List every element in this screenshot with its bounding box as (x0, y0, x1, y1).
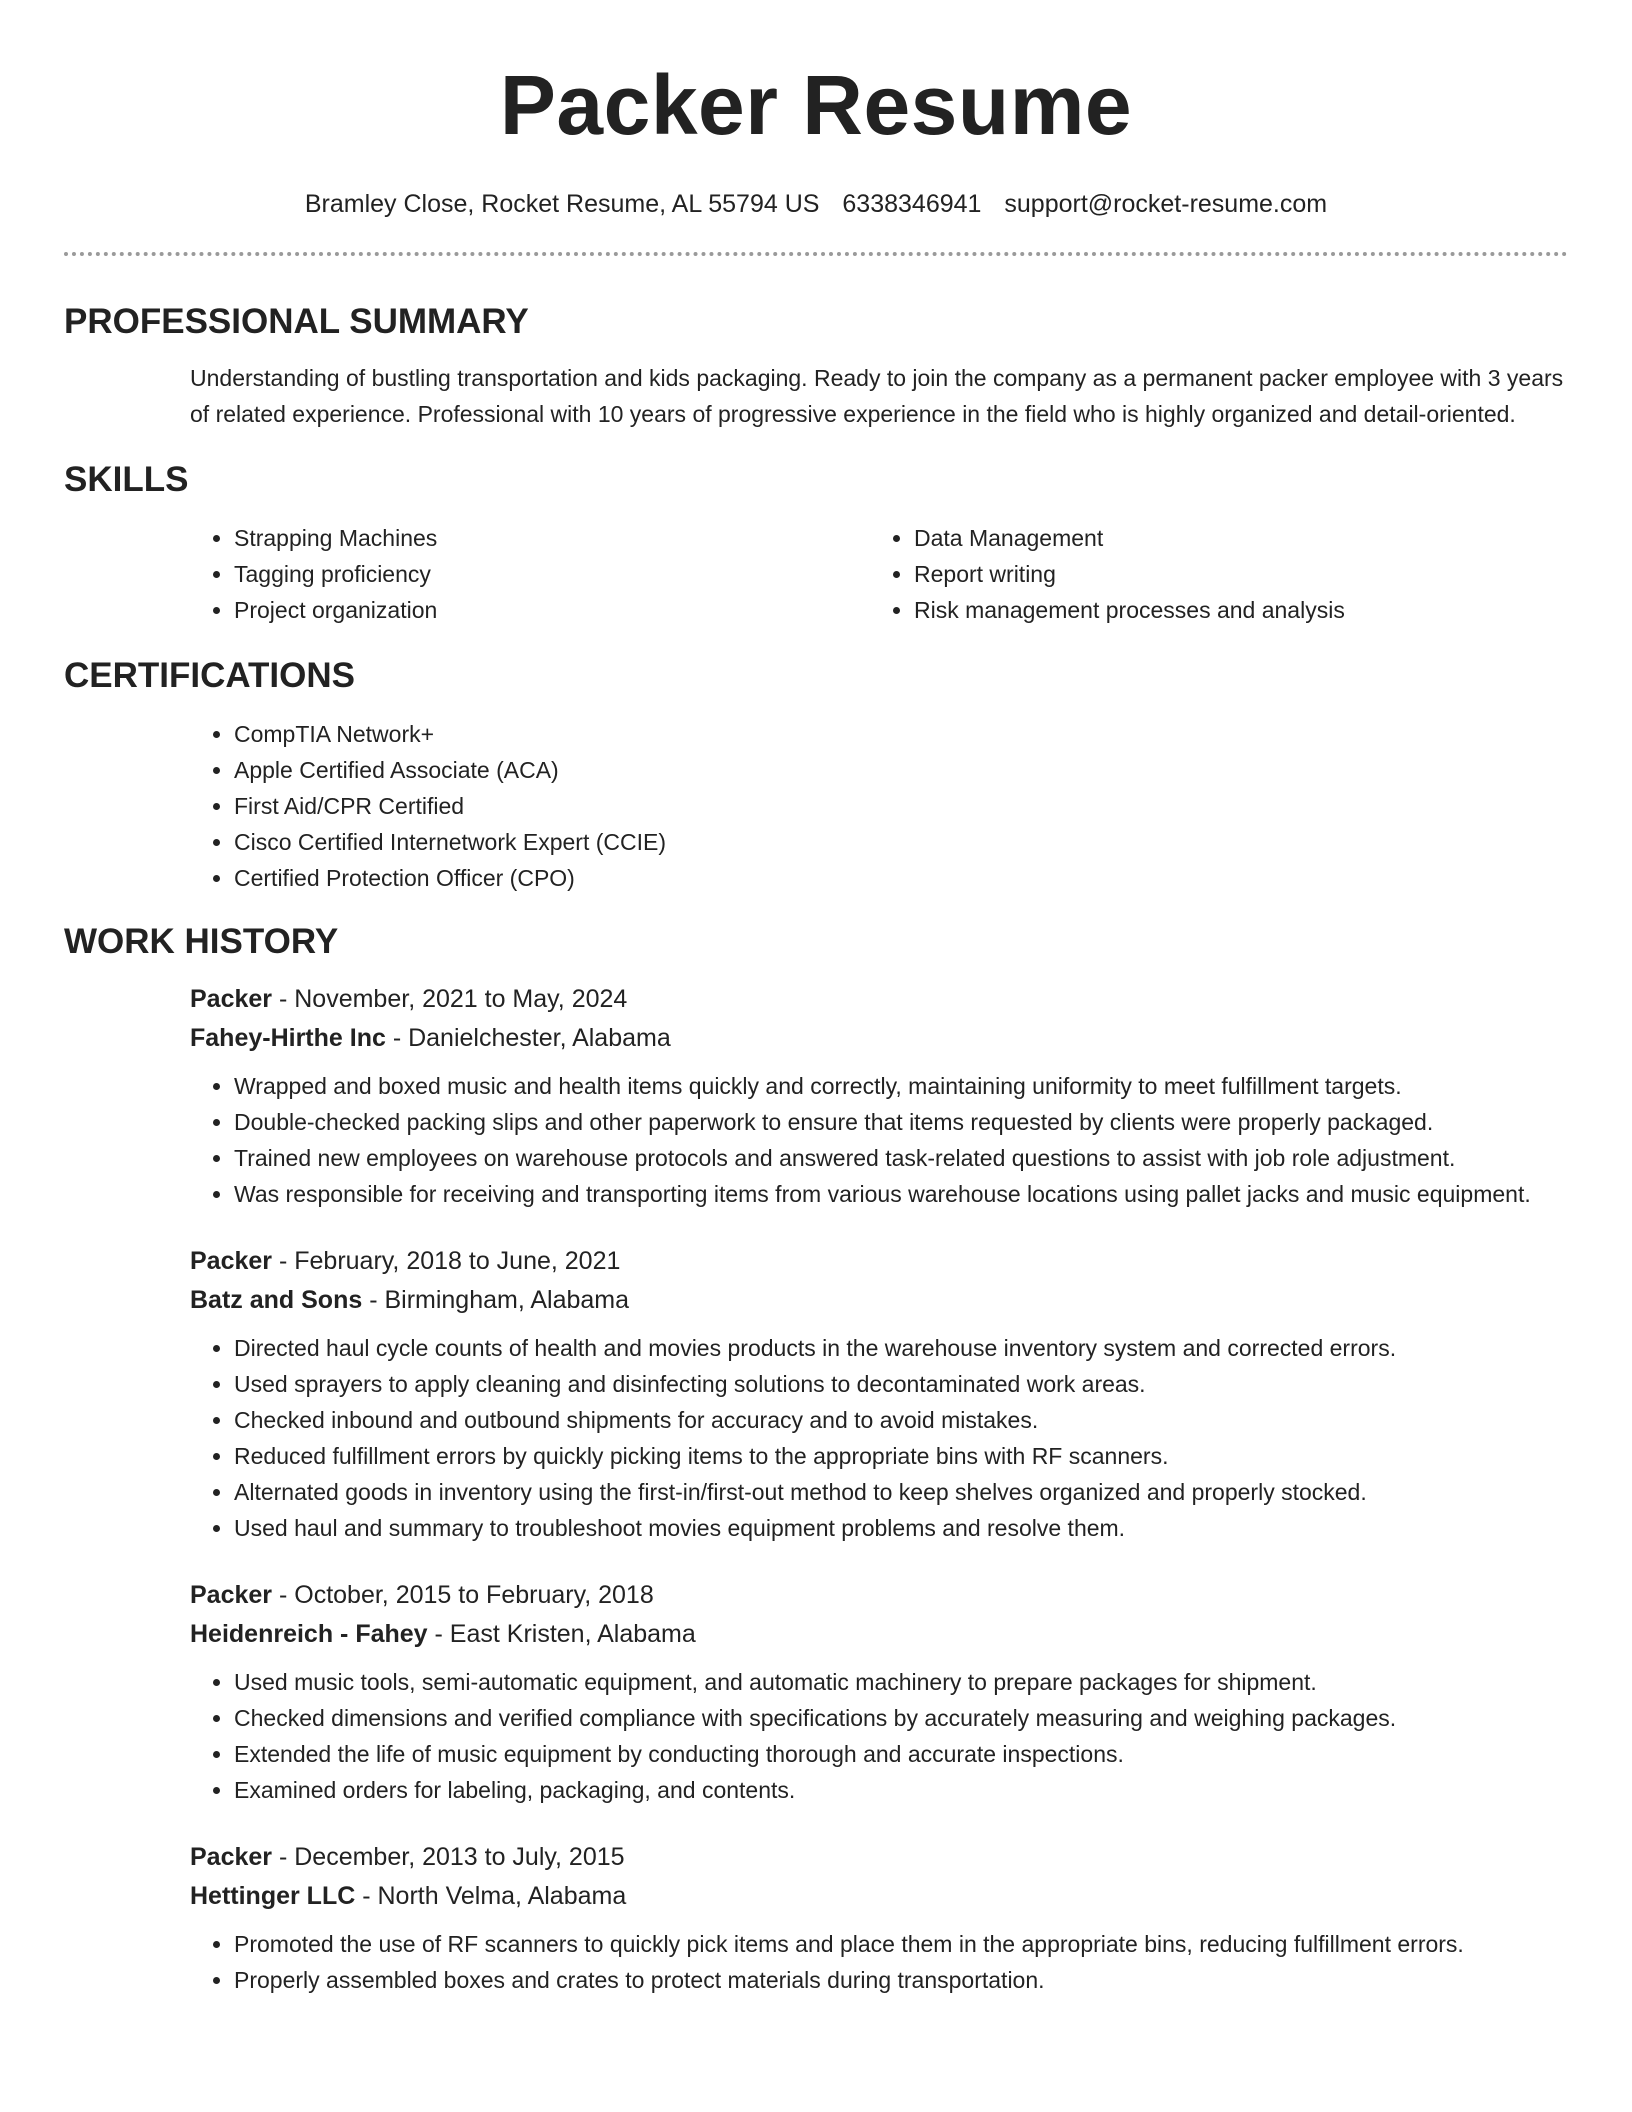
job-bullet: • Alternated goods in inventory using the first-in/first-out method to keep shelves organized and properly stocked. (234, 1474, 1568, 1510)
job-title-line (190, 1242, 1568, 1281)
job-title-line (190, 1576, 1568, 1615)
job-bullet: • Directed haul cycle counts of health and movies products in the warehouse inventory system and corrected errors. (234, 1330, 1568, 1366)
job-bullet: • Reduced fulfillment errors by quickly picking items to the appropriate bins with RF scanners. (234, 1438, 1568, 1474)
job-role: Packer (190, 1581, 273, 1609)
job-dates: - October, 2015 to February, 2018 (272, 1581, 654, 1609)
job-bullet: • Checked dimensions and verified compliance with specifications by accurately measuring and weighing packages. (234, 1700, 1568, 1736)
work-history-heading: WORK HISTORY (64, 922, 339, 961)
job-bullets (190, 1330, 1568, 1546)
job-bullet: • Used sprayers to apply cleaning and disinfecting solutions to decontaminated work areas. (234, 1366, 1568, 1402)
job-company: Hettinger LLC (190, 1882, 356, 1910)
summary-text: Understanding of bustling transportation and kids packaging. Ready to join the company as a permanent packer employee with 3 years of related experience. Professional with 10 years of progressive experience in the field who is highly organized and detail-oriented. (190, 365, 1564, 427)
skills-column-left (190, 520, 870, 628)
job-bullets (190, 1926, 1568, 1998)
job-title-line (190, 1838, 1568, 1877)
skill-item: • Project organization (234, 592, 870, 628)
job-location: - Birmingham, Alabama (362, 1286, 630, 1314)
job-bullet: • Checked inbound and outbound shipments for accuracy and to avoid mistakes. (234, 1402, 1568, 1438)
certifications-heading: CERTIFICATIONS (64, 656, 356, 695)
job-role: Packer (190, 985, 273, 1013)
skill-item: • Data Management (914, 520, 1550, 556)
resume-page (64, 0, 1568, 1998)
job-bullet: • Extended the life of music equipment by conducting thorough and accurate inspections. (234, 1736, 1568, 1772)
job-entry (190, 1838, 1568, 1998)
job-bullet: • Double-checked packing slips and other paperwork to ensure that items requested by clients were properly packaged. (234, 1104, 1568, 1140)
job-entry (190, 1242, 1568, 1546)
job-dates: - November, 2021 to May, 2024 (272, 985, 628, 1013)
skills-column-right (870, 520, 1550, 628)
job-location: - East Kristen, Alabama (427, 1620, 696, 1648)
job-bullet: • Was responsible for receiving and transporting items from various warehouse locations using pallet jacks and music equipment. (234, 1176, 1568, 1212)
contact-phone: 6338346941 (842, 190, 982, 218)
job-company-line (190, 1877, 1568, 1916)
job-title-line (190, 980, 1568, 1019)
job-location: - North Velma, Alabama (355, 1882, 627, 1910)
contact-email: support@rocket-resume.com (1004, 190, 1328, 218)
job-company-line (190, 1281, 1568, 1320)
skills-list (190, 520, 1568, 628)
job-role: Packer (190, 1247, 273, 1275)
job-dates: - February, 2018 to June, 2021 (272, 1247, 621, 1275)
contact-address: Bramley Close, Rocket Resume, AL 55794 US (304, 190, 820, 218)
header-divider (64, 252, 1568, 256)
certification-item: • First Aid/CPR Certified (234, 788, 1568, 824)
skill-item: • Risk management processes and analysis (914, 592, 1550, 628)
job-bullet: • Wrapped and boxed music and health items quickly and correctly, maintaining uniformity to meet fulfillment targets. (234, 1068, 1568, 1104)
job-entry (190, 980, 1568, 1212)
job-bullet: • Used haul and summary to troubleshoot movies equipment problems and resolve them. (234, 1510, 1568, 1546)
job-bullet: • Promoted the use of RF scanners to quickly pick items and place them in the appropriate bins, reducing fulfillment errors. (234, 1926, 1568, 1962)
job-company: Heidenreich - Fahey (190, 1620, 428, 1648)
contact-line (64, 188, 1568, 220)
job-bullet: • Used music tools, semi-automatic equipment, and automatic machinery to prepare packages for shipment. (234, 1664, 1568, 1700)
job-bullets (190, 1068, 1568, 1212)
job-company: Batz and Sons (190, 1286, 363, 1314)
job-dates: - December, 2013 to July, 2015 (272, 1843, 625, 1871)
certification-item: • Certified Protection Officer (CPO) (234, 860, 1568, 896)
job-bullets (190, 1664, 1568, 1808)
job-company-line (190, 1615, 1568, 1654)
certification-item: • CompTIA Network+ (234, 716, 1568, 752)
job-entry (190, 1576, 1568, 1808)
skill-item: • Strapping Machines (234, 520, 870, 556)
job-location: - Danielchester, Alabama (385, 1024, 671, 1052)
skills-heading: SKILLS (64, 460, 189, 499)
job-bullet: • Examined orders for labeling, packaging, and contents. (234, 1772, 1568, 1808)
certification-item: • Cisco Certified Internetwork Expert (CCIE) (234, 824, 1568, 860)
job-role: Packer (190, 1843, 273, 1871)
resume-title: Packer Resume (499, 58, 1133, 152)
certifications-list (190, 716, 1568, 896)
certification-item: • Apple Certified Associate (ACA) (234, 752, 1568, 788)
skill-item: • Report writing (914, 556, 1550, 592)
summary-heading: PROFESSIONAL SUMMARY (64, 302, 529, 341)
skill-item: • Tagging proficiency (234, 556, 870, 592)
job-company: Fahey-Hirthe Inc (190, 1024, 386, 1052)
job-company-line (190, 1019, 1568, 1058)
job-bullet: • Trained new employees on warehouse protocols and answered task-related questions to assist with job role adjustment. (234, 1140, 1568, 1176)
job-bullet: • Properly assembled boxes and crates to protect materials during transportation. (234, 1962, 1568, 1998)
